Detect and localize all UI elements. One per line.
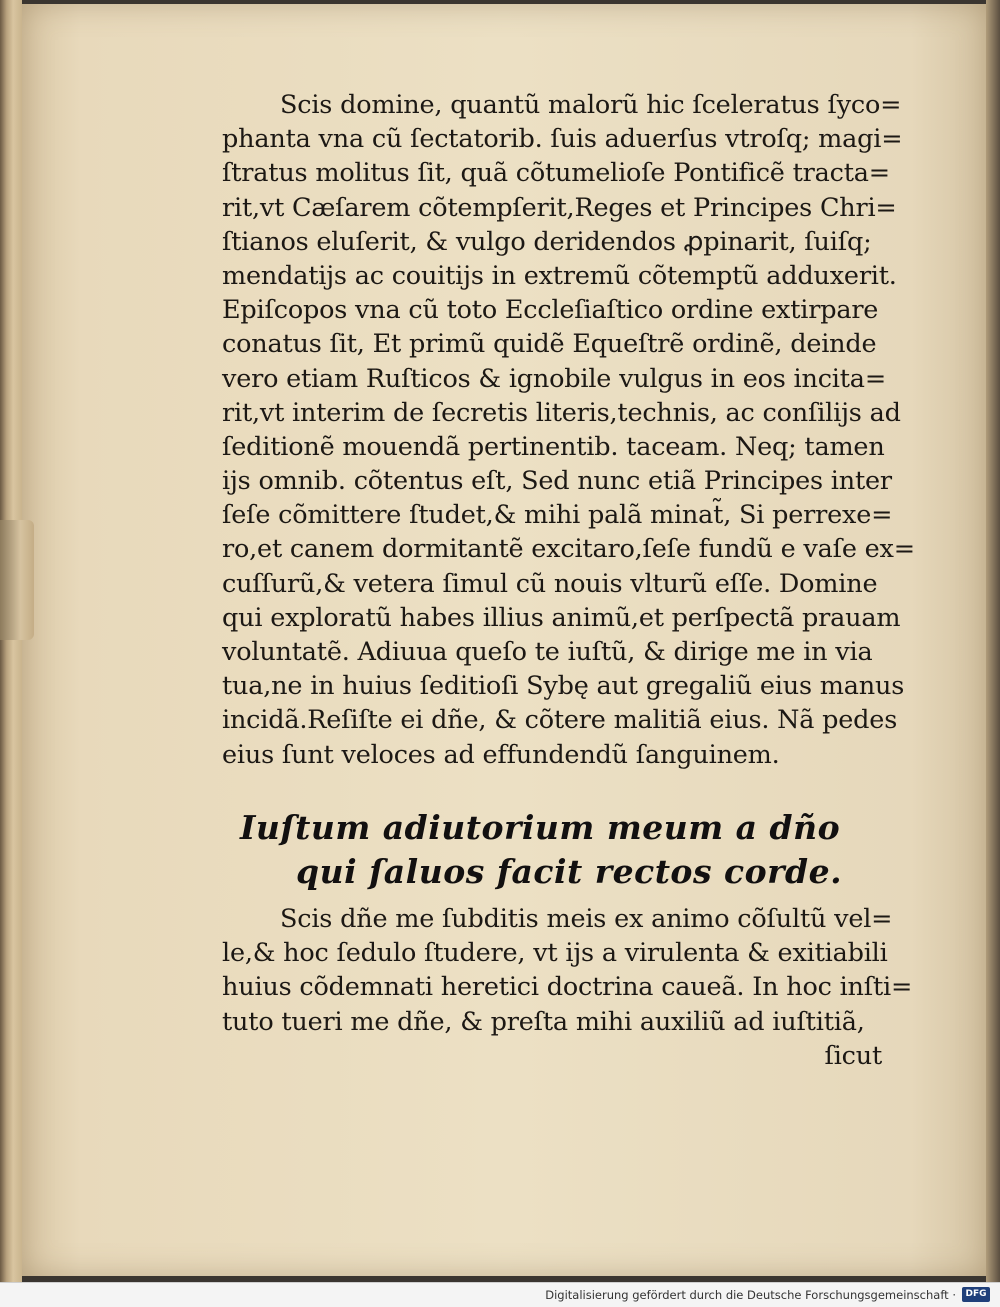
text-line: Scis domine, quantũ malorũ hic ſceleratus ſyco= (280, 90, 902, 120)
text-line: ſeditionẽ mouendã pertinentib. taceam. Neq; tamen (222, 431, 885, 462)
text-line: ſtianos eluſerit, & vulgo deridendos ꝓpinarit, ſuiſq; (222, 226, 872, 257)
catchword: ſicut (824, 1040, 882, 1071)
text-line: ro,et canem dormitantẽ excitaro,ſeſe fundũ e vaſe ex= (222, 534, 915, 565)
text-line: vero etiam Ruſticos & ignobile vulgus in eos incita= (222, 363, 886, 394)
text-line: eius ſunt veloces ad effundendũ ſanguinem. (222, 739, 780, 770)
heading-line: Iuſtum adiutorium meum a dño (240, 808, 841, 847)
text-line: ijs omnib. cõtentus eſt, Sed nunc etiã Principes inter (222, 466, 892, 497)
paragraph-2 (222, 902, 913, 1073)
text-line: huius cõdemnati heretici doctrina caueã. In hoc inſti= (222, 972, 913, 1003)
paragraph-1 (222, 88, 915, 772)
digitization-footer (0, 1282, 1000, 1307)
text-line: conatus ſit, Et primũ quidẽ Equeſtrẽ ordinẽ, deinde (222, 329, 877, 360)
text-line: voluntatẽ. Adiuua queſo te iuſtũ, & dirige me in via (222, 637, 873, 667)
dfg-logo: DFG (962, 1287, 990, 1302)
text-line: Epiſcopos vna cũ toto Eccleſiaſtico ordine extirpare (222, 295, 879, 326)
heading-line: qui ſaluos facit rectos corde. (296, 852, 843, 891)
text-line: ſtratus molitus ſit, quã cõtumelioſe Pontificẽ tracta= (222, 158, 890, 189)
book-right-edge (986, 0, 1000, 1282)
text-line: Scis dñe me ſubditis meis ex animo cõſultũ vel= (280, 904, 893, 934)
text-line: tua,ne in huius ſeditioſi Sybę aut gregaliũ eius manus (222, 671, 905, 702)
funding-credit: Digitalisierung gefördert durch die Deutsche Forschungsgemeinschaft · (545, 1288, 956, 1302)
text-line: incidã.Reſiſte ei dñe, & cõtere malitiã eius. Nã pedes (222, 705, 898, 736)
book-spine-edge (0, 0, 22, 1282)
text-line: cuſſurũ,& vetera ſimul cũ nouis vlturũ eſſe. Domine (222, 568, 878, 599)
text-line: rit,vt Cæſarem cõtempſerit,Reges et Principes Chri= (222, 192, 897, 223)
text-line: rit,vt interim de ſecretis literis,technis, ac conſilijs ad (222, 397, 901, 428)
page-tab-marker (0, 520, 34, 640)
text-line: ſeſe cõmittere ſtudet,& mihi palã minat̃, Si perrexe= (222, 500, 893, 531)
text-line: phanta vna cũ ſectatorib. ſuis aduerſus vtroſq; magi= (222, 124, 903, 155)
text-line: tuto tueri me dñe, & preſta mihi auxiliũ ad iuſtitiã, (222, 1006, 865, 1037)
text-line: qui exploratũ habes illius animũ,et perſpectã prauam (222, 602, 901, 633)
section-heading (240, 806, 870, 894)
text-line: mendatijs ac couitijs in extremũ cõtemptũ adduxerit. (222, 260, 897, 291)
text-line: le,& hoc ſedulo ſtudere, vt ijs a virulenta & exitiabili (222, 938, 888, 969)
